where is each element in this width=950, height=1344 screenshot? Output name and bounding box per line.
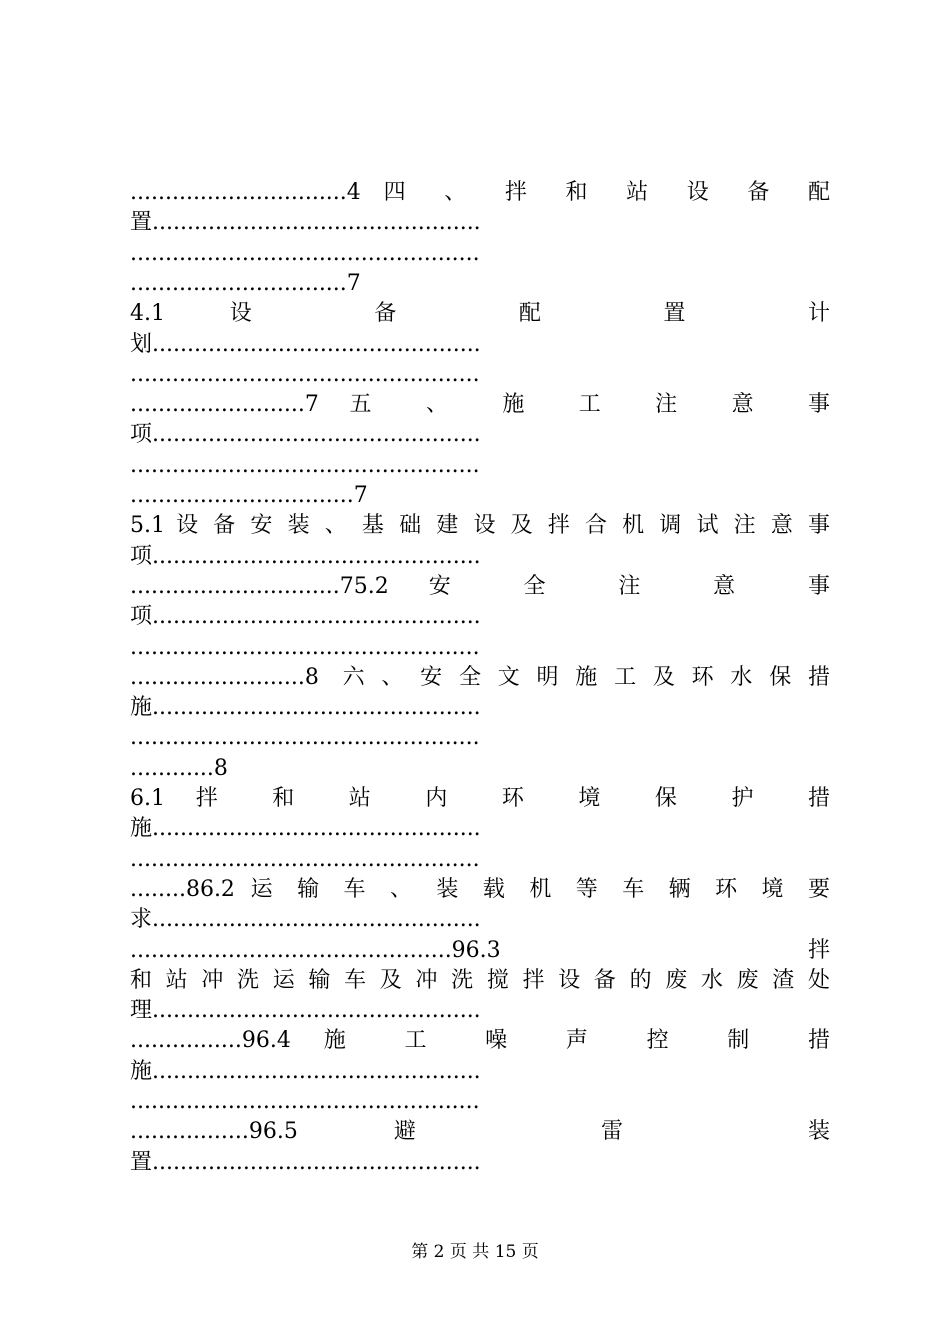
toc-line: .........................8 六、安全文明施工及环水保措	[130, 664, 830, 690]
toc-line: 理...............................................	[130, 998, 481, 1024]
toc-line: ................96.4 施 工 噪 声 控 制 措	[130, 1028, 830, 1054]
toc-line: 置...............................................	[130, 1149, 481, 1175]
toc-line: 项...............................................	[130, 422, 481, 448]
toc-line: 4.1 设 备 配 置 计	[130, 301, 830, 327]
toc-line: .................96.5 避 雷 装	[130, 1119, 830, 1145]
toc-line: .........................7 五 、 施 工 注 意 事	[130, 392, 830, 418]
toc-line: ..................................................	[130, 361, 480, 387]
toc-line: ..................................................	[130, 846, 480, 872]
toc-line: 6.1 拌 和 站 内 环 境 保 护 措	[130, 786, 830, 811]
toc-line: ............8	[130, 755, 228, 781]
toc-line: 置...............................................	[130, 210, 481, 236]
toc-line: ................................7	[130, 483, 368, 508]
toc-line: 5.1 设 备 安 装 、 基 础 建 设 及 拌 合 机 调 试 注 意 事	[130, 513, 830, 539]
toc-line: ..................................................	[130, 1089, 480, 1114]
toc-line: ..................................................	[130, 725, 480, 751]
page-footer: 第 2 页 共 15 页	[411, 1242, 539, 1262]
toc-line: ..............................75.2 安 全 注 意 事	[130, 573, 830, 599]
toc-line: 项...............................................	[130, 543, 481, 569]
toc-line: ........86.2 运 输 车 、 装 载 机 等 车 辆 环 境 要	[130, 876, 830, 902]
toc-line: 施...............................................	[130, 1058, 481, 1084]
toc-line: 施...............................................	[130, 816, 481, 842]
toc-line: ..................................................	[130, 240, 480, 266]
toc-line: 划...............................................	[130, 331, 481, 357]
toc-line: 施...............................................	[130, 695, 481, 721]
toc-line: 和 站 冲 洗 运 输 车 及 冲 洗 搅 拌 设 备 的 废 水 废 渣 处	[130, 967, 830, 993]
toc-line: ..............................................96.3 拌	[130, 937, 830, 963]
toc-line: ...............................7	[130, 270, 361, 296]
toc-line: 求...............................................	[130, 907, 481, 933]
toc-line: ..................................................	[130, 452, 480, 478]
toc-line: ..................................................	[130, 634, 480, 660]
toc-line: 项...............................................	[130, 604, 481, 630]
toc-line: ...............................4 四 、 拌 和 站 设 备 配	[130, 180, 830, 205]
